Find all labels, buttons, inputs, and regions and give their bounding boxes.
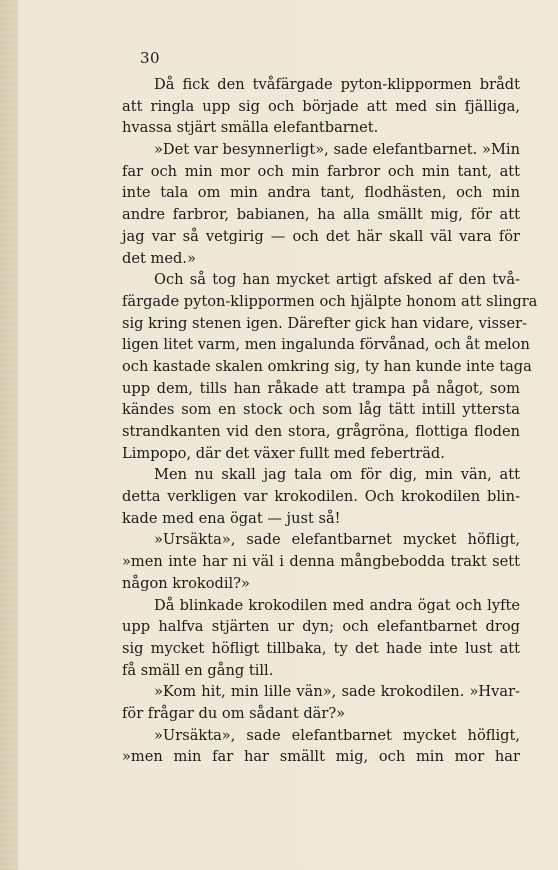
text-line: »men inte har ni väl i denna mångbebodda trakt sett	[122, 553, 520, 571]
text-line: ligen litet varm, men ingalunda förvånad, och åt melon	[122, 336, 530, 354]
text-line: för frågar du om sådant där?»	[122, 704, 346, 722]
text-line: upp dem, tills han råkade att trampa på något, som	[122, 379, 520, 397]
text-line: Då fick den tvåfärgade pyton-klippormen brådt	[154, 76, 520, 93]
page-number: 30	[140, 49, 161, 67]
text-line: »Kom hit, min lille vän», sade krokodilen. »Hvar-	[154, 683, 520, 701]
text-line: jag var så vetgirig — och det här skall väl vara för	[122, 227, 520, 245]
text-line: Men nu skall jag tala om för dig, min vän, att	[154, 466, 520, 484]
text-line: »Ursäkta», sade elefantbarnet mycket höfligt,	[154, 726, 520, 744]
text-line: »Det var besynnerligt», sade elefantbarnet. »Min	[154, 141, 520, 159]
text-line: andre farbror, babianen, ha alla smällt mig, för att	[122, 206, 520, 224]
text-line: upp halfva stjärten ur dyn; och elefantbarnet drog	[122, 618, 520, 636]
page-binding-edge	[0, 0, 18, 870]
text-line: och kastade skalen omkring sig, ty han kunde inte taga	[122, 357, 532, 375]
text-line: inte tala om min andra tant, flodhästen, och min	[122, 184, 520, 202]
text-line: färgade pyton-klippormen och hjälpte honom att slingra	[122, 292, 538, 310]
text-line: Då blinkade krokodilen med andra ögat och lyfte	[154, 596, 520, 614]
text-line: »Ursäkta», sade elefantbarnet mycket höfligt,	[154, 531, 520, 549]
text-line: kade med ena ögat — just så!	[122, 509, 341, 527]
text-line: kändes som en stock och som låg tätt intill yttersta	[122, 401, 520, 419]
text-line: hvassa stjärt smälla elefantbarnet.	[122, 119, 379, 137]
body-text	[122, 74, 538, 768]
text-line: Och så tog han mycket artigt afsked af den två-	[154, 271, 520, 289]
text-line: strandkanten vid den stora, grågröna, flottiga floden	[122, 423, 520, 440]
text-line: Limpopo, där det växer fullt med feberträd.	[122, 444, 445, 462]
text-line: sig mycket höfligt tillbaka, ty det hade inte lust att	[122, 639, 520, 657]
text-line: »men min far har smällt mig, och min mor har	[122, 748, 520, 766]
text-line: det med.»	[122, 249, 196, 267]
text-line: någon krokodil?»	[122, 574, 250, 592]
text-line: far och min mor och min farbror och min tant, att	[122, 162, 520, 180]
text-line: sig kring stenen igen. Därefter gick han vidare, visser-	[122, 314, 528, 332]
text-line: få smäll en gång till.	[122, 661, 274, 679]
text-line: att ringla upp sig och började att med sin fjälliga,	[122, 97, 520, 115]
text-line: detta verkligen var krokodilen. Och krokodilen blin-	[122, 488, 520, 506]
